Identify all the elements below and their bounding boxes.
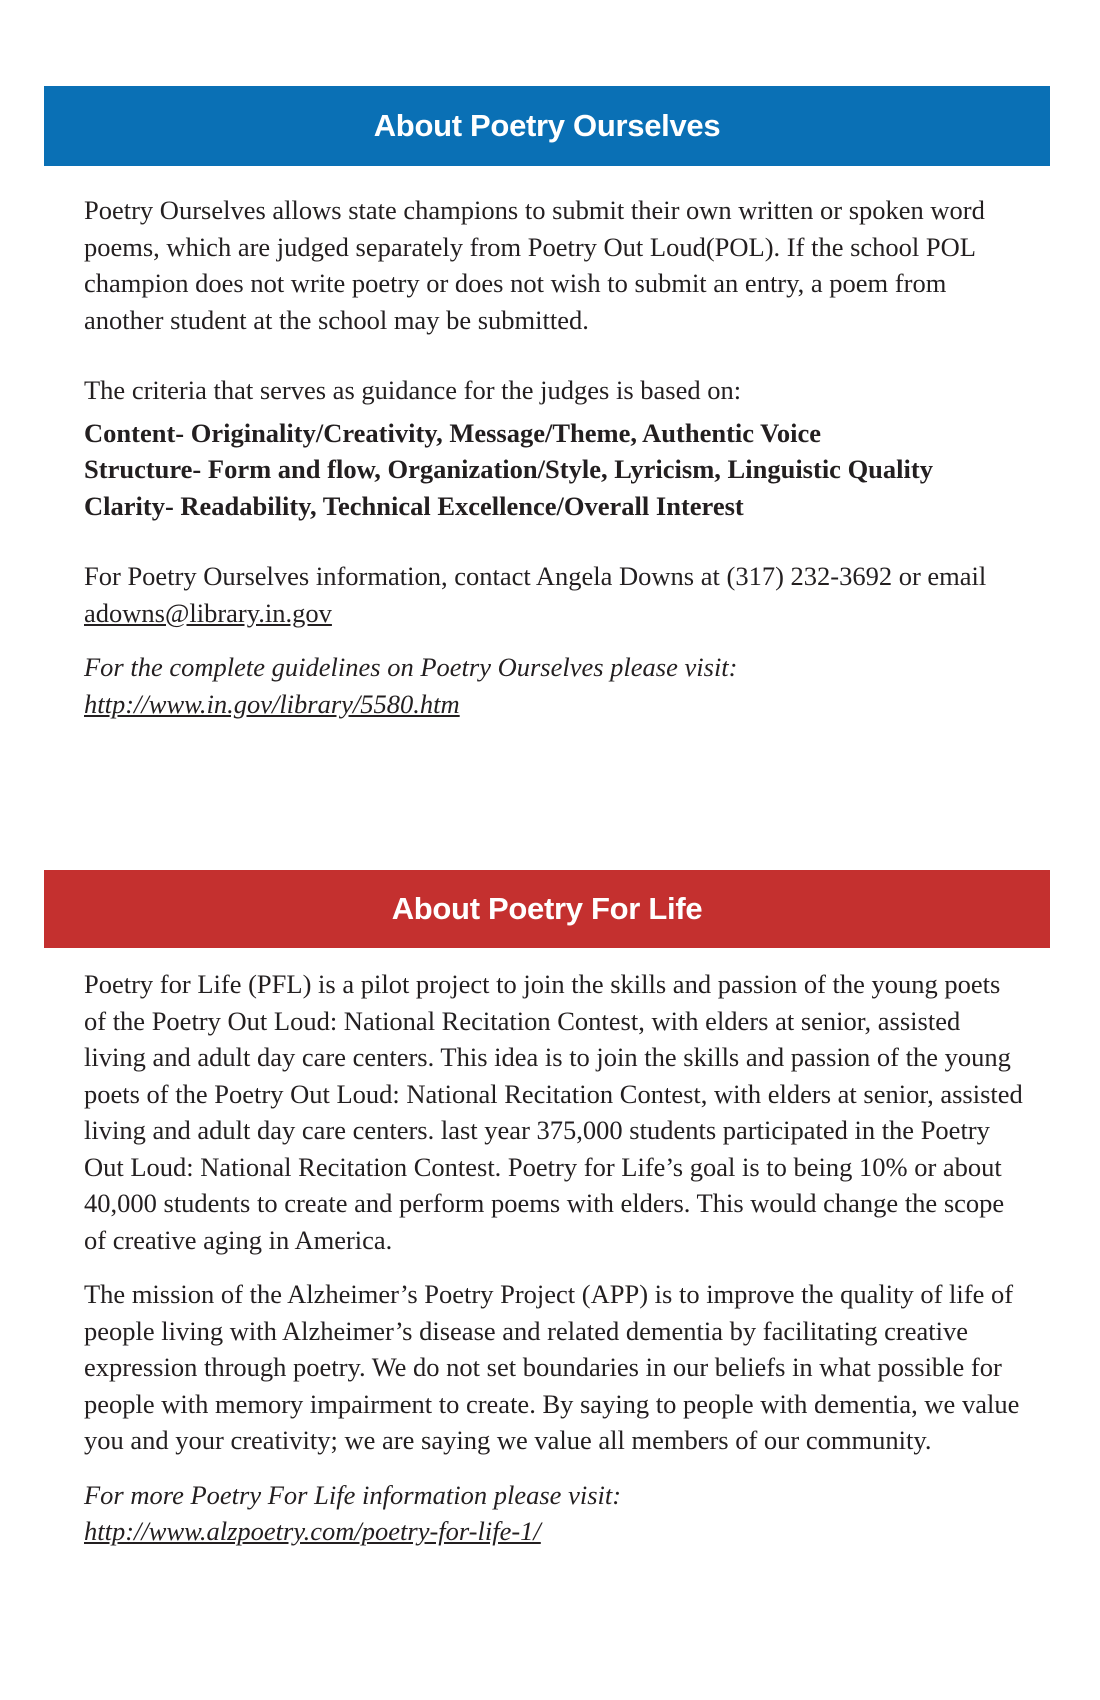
contact-paragraph	[84, 558, 1024, 631]
criteria-clarity: Clarity- Readability, Technical Excellence/Overall Interest	[84, 490, 744, 521]
poetry-ourselves-banner	[44, 86, 1050, 166]
criteria-structure: Structure- Form and flow, Organization/Style, Lyricism, Linguistic Quality	[84, 454, 933, 484]
email-link[interactable]: adowns@library.in.gov	[84, 597, 332, 628]
criteria-lead: The criteria that serves as guidance for the judges is based on:	[84, 375, 742, 405]
guidelines-link[interactable]: http://www.in.gov/library/5580.htm	[84, 688, 460, 719]
poetry-for-life-banner	[44, 870, 1050, 948]
intro-paragraph: Poetry Ourselves allows state champions to submit their own written or spoken word poems, which are judged separately from Poetry Out Loud(POL). If the school POL champion does not write poetry or does not wish to submit an entry, a poem from another student at the school may be submitted.	[84, 195, 985, 335]
app-mission-paragraph: The mission of the Alzheimer’s Poetry Project (APP) is to improve the quality of life of people living with Alzheimer’s disease and related dementia by facilitating creative expression through poetry. We do not set boundaries in our beliefs in what possible for people with memory impairment to create. By saying to people with dementia, we value you and your creativity; we are saying we value all members of our community.	[84, 1279, 1020, 1455]
criteria-content: Content- Originality/Creativity, Message/Theme, Authentic Voice	[84, 417, 822, 448]
poetry-ourselves-section	[84, 192, 1024, 722]
section-title: About Poetry For Life	[391, 891, 703, 926]
guidelines-text: For the complete guidelines on Poetry Ourselves please visit:	[84, 652, 738, 682]
more-info-text: For more Poetry For Life information please visit:	[84, 1479, 622, 1510]
poetry-for-life-section	[84, 966, 1024, 1550]
section-title: About Poetry Ourselves	[373, 108, 721, 143]
contact-text: For Poetry Ourselves information, contact Angela Downs at (317) 232-3692 or email	[84, 561, 987, 591]
pfl-paragraph: Poetry for Life (PFL) is a pilot project to join the skills and passion of the young poets of the Poetry Out Loud: National Recitation Contest, with elders at senior, assisted living and adult day care centers. This idea is to join the skills and passion of the young poets of the Poetry Out Loud: National Recitation Contest, with elders at senior, assisted living and adult day care centers. last year 375,000 students participated in the Poetry Out Loud: National Recitation Contest. Poetry for Life’s goal is to being 10% or about 40,000 students to create and perform poems with elders. This would change the scope of creative aging in America.	[84, 969, 1023, 1255]
alzpoetry-link[interactable]: http://www.alzpoetry.com/poetry-for-life-1/	[84, 1516, 541, 1546]
